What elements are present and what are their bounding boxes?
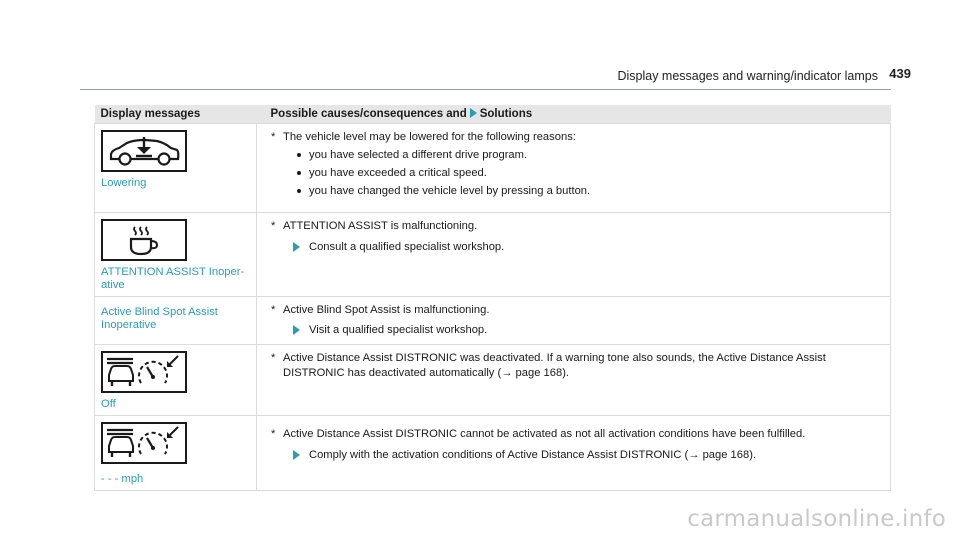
cause-cell	[257, 345, 891, 416]
messages-table	[94, 105, 891, 491]
solution-text-content: Visit a qualified specialist workshop.	[309, 324, 488, 336]
header-title: Display messages and warning/indicator lamps	[617, 69, 878, 83]
page-number: 439	[889, 66, 911, 81]
cause-cell	[257, 416, 891, 491]
table-row	[95, 345, 891, 416]
column-header-causes	[257, 105, 891, 124]
cause-text-content: ATTENTION ASSIST is malfunctioning.	[283, 220, 478, 232]
solution-arrow-icon	[470, 108, 477, 118]
reason-list	[271, 148, 880, 199]
display-cell	[95, 213, 257, 297]
cause-text-content: Active Blind Spot Assist is malfunctioning.	[283, 304, 490, 316]
message-label-blind-spot: Active Blind Spot Assist Inoperative	[101, 306, 218, 331]
cause-text-content: Active Distance Assist DISTRONIC cannot be activated as not all activation conditions have been fulfilled.	[283, 428, 806, 440]
coffee-cup-icon	[101, 219, 187, 261]
cause-text-content: The vehicle level may be lowered for the following reasons:	[283, 131, 576, 143]
solution-text	[271, 448, 880, 463]
table-row	[95, 416, 891, 491]
column-header-causes-text: Possible causes/consequences and	[270, 108, 467, 120]
car-lowering-icon	[101, 130, 187, 172]
solution-text-content: Comply with the activation conditions of Active Distance Assist DISTRONIC (→ page 168).	[309, 449, 757, 461]
message-label-mph: - - - mph	[101, 473, 144, 485]
solution-text	[271, 240, 880, 255]
distronic-icon	[101, 422, 187, 464]
header-rule	[80, 89, 891, 90]
display-cell	[95, 124, 257, 213]
column-header-display: Display messages	[95, 105, 257, 124]
list-item: you have selected a different drive program.	[297, 148, 880, 163]
table-header-row	[95, 105, 891, 124]
cause-text: * The vehicle level may be lowered for the following reasons:	[271, 131, 576, 143]
message-label-off: Off	[101, 398, 116, 410]
solution-arrow-icon	[293, 450, 300, 460]
display-cell	[95, 416, 257, 491]
solution-arrow-icon	[293, 242, 300, 252]
message-label-attention-assist: ATTENTION ASSIST Inoper-ative	[101, 266, 245, 291]
table-row	[95, 297, 891, 345]
page-header	[0, 0, 960, 95]
watermark: carmanualsonline.info	[687, 506, 946, 532]
display-cell	[95, 345, 257, 416]
cause-text-content: Active Distance Assist DISTRONIC was deactivated. If a warning tone also sounds, the Active Distance Assist DISTRONIC has deactivated automatically (→ page 168).	[283, 352, 826, 379]
solution-arrow-icon	[293, 325, 300, 335]
cause-cell	[257, 124, 891, 213]
cause-text: * Active Distance Assist DISTRONIC was deactivated. If a warning tone also sounds, the Active Distance Assist DISTRONIC has deactivated automatically (→ page 168).	[271, 352, 826, 379]
solution-text	[271, 323, 880, 338]
column-header-solutions-text: Solutions	[479, 108, 533, 120]
solution-text-content: Consult a qualified specialist workshop.	[309, 241, 505, 253]
display-cell	[95, 297, 257, 345]
table-row	[95, 124, 891, 213]
cause-cell	[257, 213, 891, 297]
list-item: you have exceeded a critical speed.	[297, 166, 880, 181]
cause-text: * Active Distance Assist DISTRONIC cannot be activated as not all activation conditions have been fulfilled.	[271, 428, 806, 440]
message-label-lowering: Lowering	[101, 177, 147, 189]
cause-cell	[257, 297, 891, 345]
distronic-icon	[101, 351, 187, 393]
table-row	[95, 213, 891, 297]
cause-text: * Active Blind Spot Assist is malfunctioning.	[271, 304, 490, 316]
list-item: you have changed the vehicle level by pressing a button.	[297, 184, 880, 199]
cause-text: * ATTENTION ASSIST is malfunctioning.	[271, 220, 478, 232]
